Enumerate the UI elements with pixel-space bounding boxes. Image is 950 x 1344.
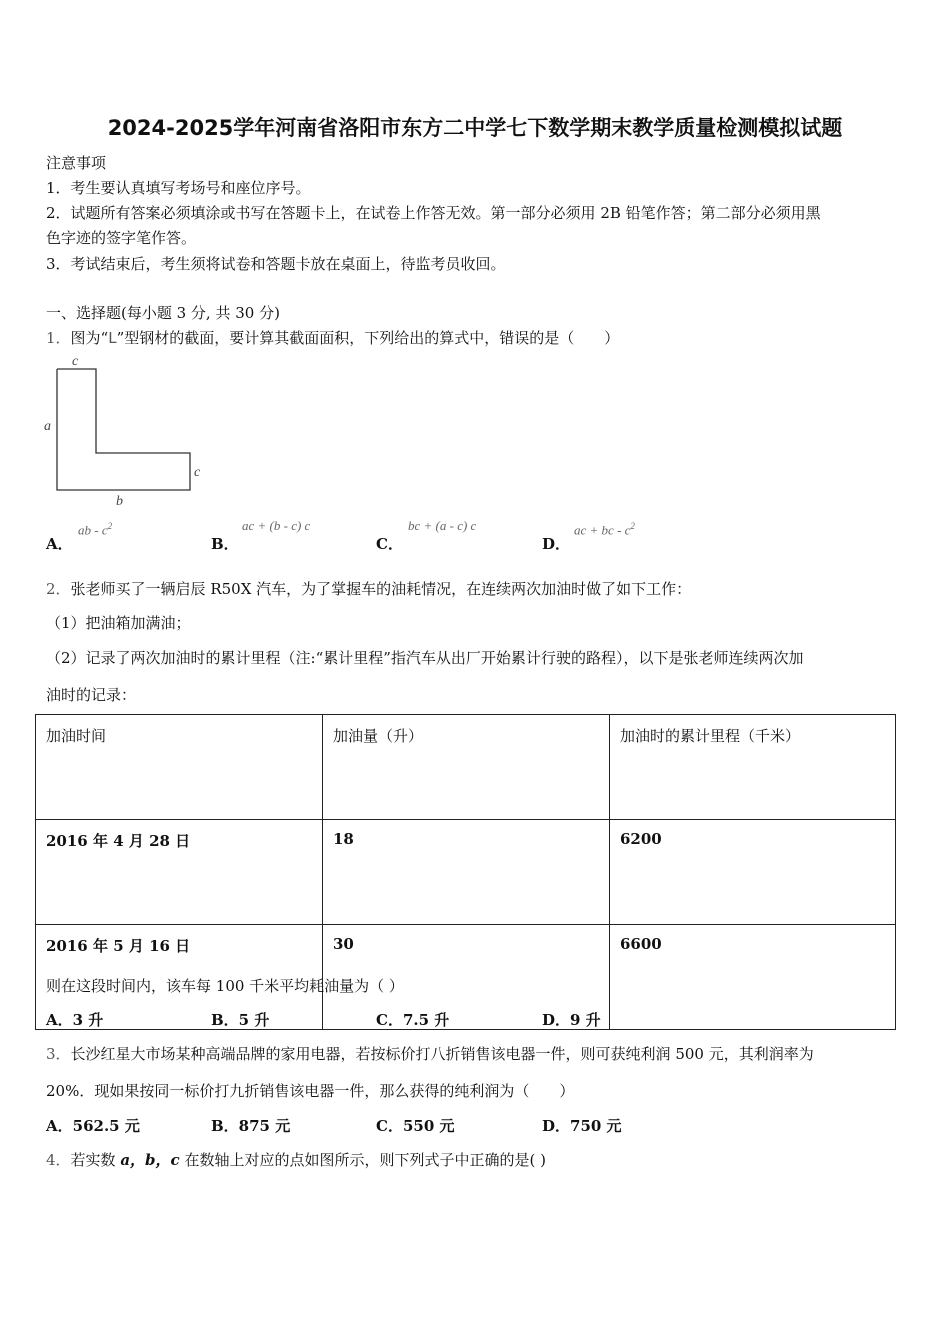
section-heading: 一、选择题(每小题 3 分, 共 30 分) — [46, 304, 280, 322]
q2-option-d: D．9 升 — [542, 1011, 601, 1029]
notice-heading: 注意事项 — [46, 154, 107, 172]
question-1-text: 图为“ — [70, 329, 109, 347]
option-b-expr: ac + (b - c) c — [242, 518, 311, 533]
option-c-expr: bc + (a - c) c — [408, 518, 477, 533]
table-header-cell: 加油时的累计里程（千米） — [610, 715, 896, 820]
option-a-exponent: 2 — [107, 521, 113, 531]
table-cell: 18 — [323, 820, 610, 925]
question-1-text-2: ”型钢材的截面，要计算其截面面积，下列给出的算式中，错误的是（ ） — [116, 329, 620, 347]
l-shape-outline — [57, 369, 190, 490]
question-1 — [46, 327, 619, 348]
table-header-cell: 加油量（升） — [323, 715, 610, 820]
q3-option-b: B．875 元 — [211, 1117, 291, 1135]
table-cell: 6600 — [610, 925, 896, 1030]
q2-option-c: C．7.5 升 — [376, 1011, 450, 1029]
option-a-expr-text: ab - c — [78, 522, 108, 538]
option-d-expr — [574, 521, 635, 538]
table-cell: 2016 年 4 月 28 日 — [36, 820, 323, 925]
option-d-letter: D． — [542, 535, 571, 553]
question-number: 3． — [46, 1045, 71, 1063]
option-d-exponent: 2 — [630, 521, 635, 531]
question-number: 1． — [46, 329, 71, 347]
label-b: b — [116, 494, 123, 509]
table-row — [36, 820, 896, 925]
option-c-letter: C． — [376, 535, 403, 553]
table-header-cell: 加油时间 — [36, 715, 323, 820]
question-2-step-1: （1）把油箱加满油； — [46, 614, 191, 632]
notice-item-1: 1．考生要认真填写考场号和座位序号。 — [46, 179, 311, 197]
notice-item-2-cont: 色字迹的签字笔作答。 — [46, 229, 197, 247]
question-4-vars: a，b，c — [120, 1151, 180, 1169]
option-d-expr-text: ac + bc - c — [574, 522, 631, 538]
question-number: 2． — [46, 580, 71, 598]
notice-item-2: 2．试题所有答案必须填涂或书写在答题卡上，在试卷上作答无效。第一部分必须用 2B 铅笔作答；第二部分必须用黑 — [46, 204, 821, 222]
question-3 — [46, 1043, 814, 1064]
option-a-expr — [78, 521, 112, 538]
question-2-step-2-cont: 油时的记录： — [46, 686, 137, 704]
option-b-letter: B． — [211, 535, 239, 553]
q3-option-c: C．550 元 — [376, 1117, 455, 1135]
table-cell: 30 — [323, 925, 610, 1030]
question-4-text: 若实数 — [70, 1151, 121, 1169]
question-4-text-2: 在数轴上对应的点如图所示，则下列式子中正确的是( ) — [179, 1151, 546, 1169]
label-c-right: c — [194, 465, 201, 480]
q2-option-a: A．3 升 — [46, 1011, 104, 1029]
question-4 — [46, 1149, 546, 1170]
question-2-step-2: （2）记录了两次加油时的累计里程（注:“累计里程”指汽车从出厂开始累计行驶的路程），以下是张老师连续两次加 — [46, 649, 804, 667]
question-2-text: 张老师买了一辆启辰 R50X 汽车，为了掌握车的油耗情况，在连续两次加油时做了如下工作： — [70, 580, 692, 598]
q3-option-d: D．750 元 — [542, 1117, 622, 1135]
notice-item-3: 3．考试结束后，考生须将试卷和答题卡放在桌面上，待监考员收回。 — [46, 255, 506, 273]
l-shape-figure — [42, 352, 212, 512]
label-a: a — [44, 419, 51, 434]
option-a-letter: A． — [46, 535, 73, 553]
label-c-top: c — [72, 354, 79, 369]
question-number: 4． — [46, 1151, 71, 1169]
page-title: 2024-2025学年河南省洛阳市东方二中学七下数学期末教学质量检测模拟试题 — [107, 116, 843, 140]
q2-option-b: B．5 升 — [211, 1011, 270, 1029]
question-3-text: 长沙红星大市场某种高端品牌的家用电器，若按标价打八折销售该电器一件，则可获纯利润 500 元，其利润率为 — [70, 1045, 814, 1063]
table-header-row — [36, 715, 896, 820]
q3-option-a: A．562.5 元 — [46, 1117, 140, 1135]
question-2 — [46, 578, 691, 599]
table-cell: 6200 — [610, 820, 896, 925]
table-cell: 2016 年 5 月 16 日 — [36, 925, 323, 1030]
question-2-prompt: 则在这段时间内，该车每 100 千米平均耗油量为（ ） — [46, 977, 404, 995]
question-3-text-cont: 20%．现如果按同一标价打九折销售该电器一件，那么获得的纯利润为（ ） — [46, 1082, 575, 1100]
l-shape-glyph: L — [108, 329, 117, 347]
